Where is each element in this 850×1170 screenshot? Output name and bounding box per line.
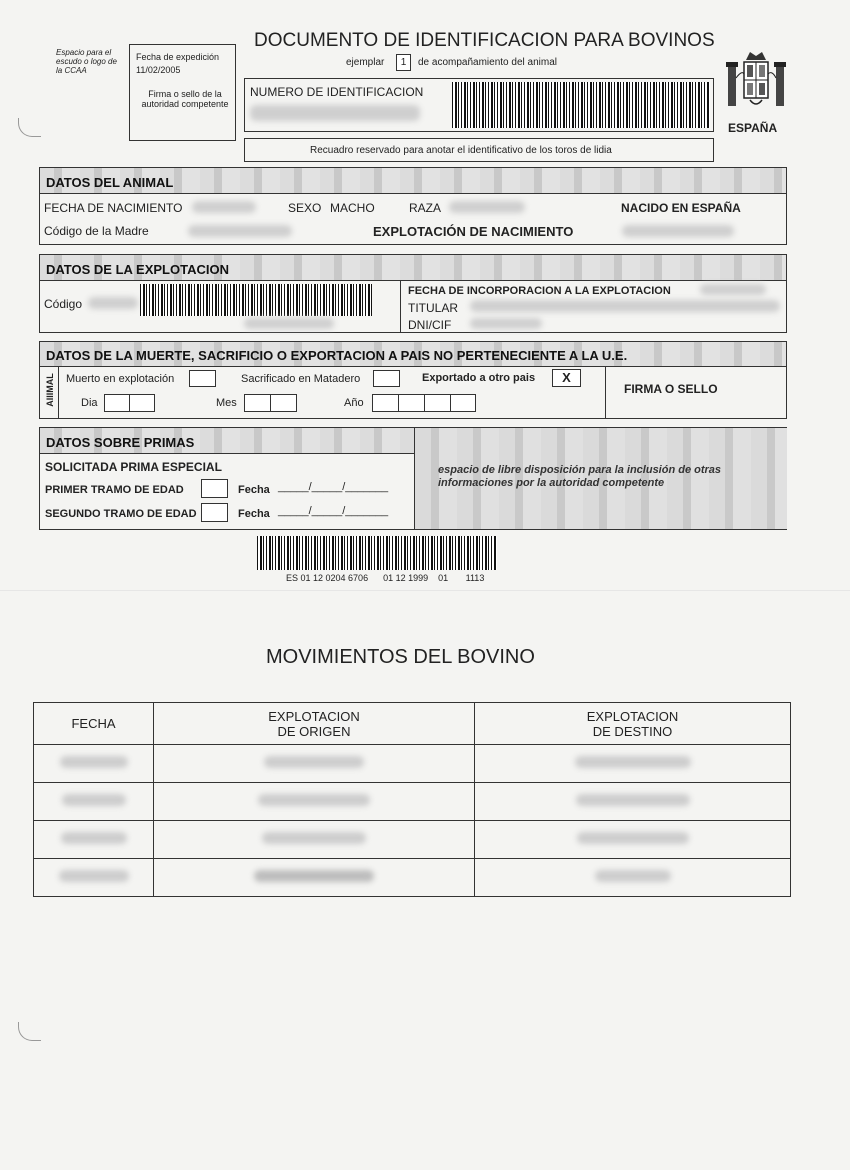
column-header-date: FECHA	[34, 703, 154, 745]
breed-redacted	[449, 201, 525, 213]
dni-redacted	[470, 318, 542, 329]
table-row	[34, 821, 791, 859]
spain-label: ESPAÑA	[728, 121, 778, 135]
year-label: Año	[344, 397, 364, 409]
first-age-bracket-label: PRIMER TRAMO DE EDAD	[45, 484, 184, 496]
day-digit-1[interactable]	[104, 394, 130, 412]
column-header-destination: EXPLOTACION DE DESTINO	[475, 703, 791, 745]
punch-hole-top	[18, 118, 41, 137]
copy-label: ejemplar	[346, 57, 385, 68]
bottom-barcode	[257, 536, 497, 570]
table-cell-date	[34, 859, 154, 897]
month-digit-1[interactable]	[244, 394, 271, 412]
table-cell-destination	[475, 821, 791, 859]
column-header-origin: EXPLOTACION DE ORIGEN	[154, 703, 475, 745]
death-signature-label: FIRMA O SELLO	[624, 382, 718, 396]
spain-coat-of-arms-icon	[724, 48, 788, 118]
second-age-bracket-label: SEGUNDO TRAMO DE EDAD	[45, 508, 197, 520]
year-digit-1[interactable]	[372, 394, 399, 412]
second-age-bracket-checkbox[interactable]	[201, 503, 228, 522]
death-signature-divider	[605, 367, 606, 419]
breed-label: RAZA	[409, 201, 442, 215]
incorporation-date-label: FECHA DE INCORPORACION A LA EXPLOTACION	[408, 285, 671, 297]
holding-barcode	[140, 284, 372, 316]
table-cell-origin	[154, 783, 475, 821]
day-label: Dia	[81, 397, 98, 409]
table-cell-origin	[154, 821, 475, 859]
year-digit-4[interactable]	[450, 394, 476, 412]
table-cell-date	[34, 745, 154, 783]
sex-label: SEXO	[288, 201, 322, 215]
exported-checkbox[interactable]: X	[552, 369, 581, 387]
death-vertical-label: AIIIMAL	[45, 373, 55, 407]
owner-label: TITULAR	[408, 301, 459, 315]
died-on-farm-checkbox[interactable]	[189, 370, 216, 387]
born-in-spain-label: NACIDO EN ESPAÑA	[621, 201, 741, 215]
holding-divider	[400, 281, 401, 333]
birth-holding-label: EXPLOTACIÓN DE NACIMIENTO	[373, 224, 574, 239]
slaughtered-checkbox[interactable]	[373, 370, 400, 387]
month-label: Mes	[216, 397, 237, 409]
holding-barcode-caption-redacted	[244, 318, 334, 329]
logo-placeholder: Espacio para el escudo o logo de la CCAA	[56, 48, 117, 75]
first-age-date-label: Fecha	[238, 484, 270, 496]
table-cell-origin	[154, 859, 475, 897]
copy-suffix: de acompañamiento del animal	[418, 57, 557, 68]
owner-redacted	[470, 300, 780, 312]
signature-stamp-label: Firma o sello de la autoridad competente	[141, 89, 229, 109]
movements-table	[33, 702, 791, 897]
table-row	[34, 859, 791, 897]
punch-hole-bottom	[18, 1022, 41, 1041]
id-number-value-redacted	[250, 105, 420, 121]
table-cell-destination	[475, 745, 791, 783]
birth-date-redacted	[192, 201, 256, 213]
id-barcode	[452, 82, 710, 128]
day-digit-2[interactable]	[129, 394, 155, 412]
movements-title: MOVIMIENTOS DEL BOVINO	[266, 646, 535, 668]
year-digit-3[interactable]	[424, 394, 451, 412]
movements-header-row	[34, 703, 791, 745]
exported-label: Exportado a otro pais	[422, 372, 536, 384]
bottom-barcode-caption: ES 01 12 0204 6706 01 12 1999 01 1113	[286, 573, 485, 583]
dni-label: DNI/CIF	[408, 318, 452, 332]
holding-code-label: Código	[44, 297, 83, 311]
table-cell-origin	[154, 745, 475, 783]
holding-code-redacted	[88, 297, 138, 309]
page-fold	[0, 590, 850, 591]
holding-section-title: DATOS DE LA EXPLOTACION	[46, 262, 229, 277]
document-title: DOCUMENTO DE IDENTIFICACION PARA BOVINOS	[254, 30, 715, 51]
table-row	[34, 745, 791, 783]
sex-value: MACHO	[330, 201, 375, 215]
mother-code-label: Código de la Madre	[44, 224, 149, 238]
free-space-text: espacio de libre disposición para la inclusión de otras informaciones por la autoridad competente	[438, 464, 722, 489]
second-age-date-blank[interactable]: _____/_____/_______	[278, 505, 389, 517]
mother-code-redacted	[188, 225, 292, 237]
table-cell-destination	[475, 783, 791, 821]
id-number-label: NUMERO DE IDENTIFICACION	[250, 85, 424, 99]
died-on-farm-label: Muerto en explotación	[66, 373, 175, 385]
bullfight-id-note: Recuadro reservado para anotar el identificativo de los toros de lidia	[310, 145, 612, 156]
second-age-date-label: Fecha	[238, 508, 270, 520]
premiums-section-title: DATOS SOBRE PRIMAS	[46, 435, 195, 450]
first-age-date-blank[interactable]: _____/_____/_______	[278, 481, 389, 493]
special-premium-label: SOLICITADA PRIMA ESPECIAL	[45, 460, 222, 474]
birth-date-label: FECHA DE NACIMIENTO	[44, 201, 183, 215]
year-digit-2[interactable]	[398, 394, 425, 412]
birth-holding-redacted	[622, 225, 734, 237]
issue-date-value: 11/02/2005	[136, 65, 181, 75]
slaughtered-label: Sacrificado en Matadero	[241, 373, 361, 385]
table-cell-destination	[475, 859, 791, 897]
table-row	[34, 783, 791, 821]
death-section-title: DATOS DE LA MUERTE, SACRIFICIO O EXPORTACION A PAIS NO PERTENECIENTE A LA U.E.	[46, 348, 628, 363]
issue-date-label: Fecha de expedición	[136, 52, 220, 62]
copy-number-box: 1	[396, 54, 411, 71]
table-cell-date	[34, 783, 154, 821]
first-age-bracket-checkbox[interactable]	[201, 479, 228, 498]
table-cell-date	[34, 821, 154, 859]
incorporation-date-redacted	[700, 284, 766, 295]
month-digit-2[interactable]	[270, 394, 297, 412]
animal-section-title: DATOS DEL ANIMAL	[46, 175, 174, 190]
death-vertical-divider	[58, 367, 59, 419]
